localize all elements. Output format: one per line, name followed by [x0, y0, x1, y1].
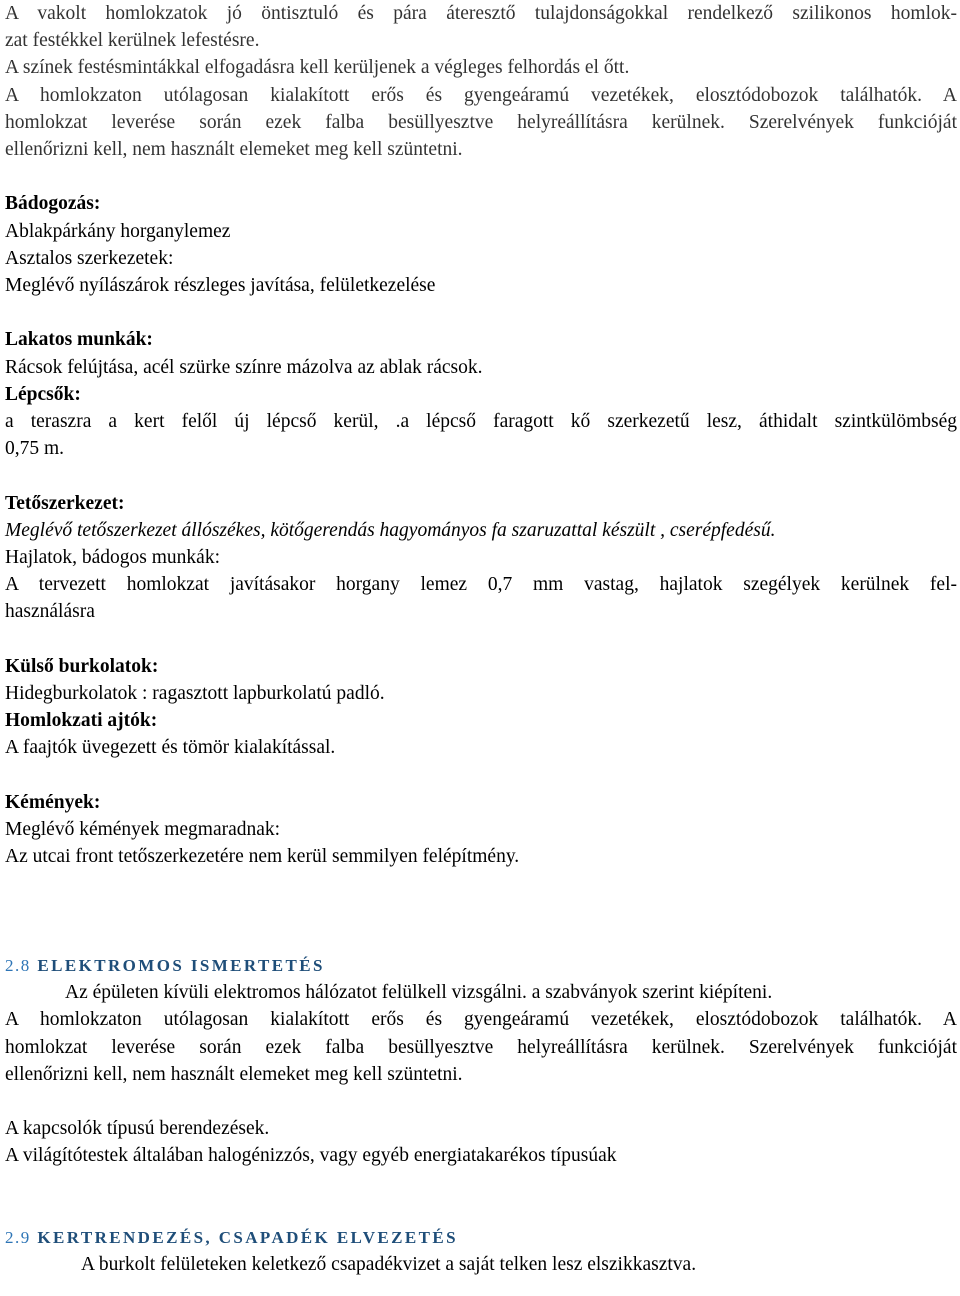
elektromos-line-1: Az épületen kívüli elektromos hálózatot felülkell vizsgálni. a szabványok szerint kiépíteni.	[65, 982, 773, 1004]
elektromos-line-4: ellenőrizni kell, nem használt elemeket meg kell szüntetni.	[5, 1063, 463, 1085]
lepcsok-line-1: a teraszra a kert felől új lépcső kerül, .a lépcső faragott kő szerkezetű lesz, áthidalt szintkülömbség	[5, 411, 957, 433]
spacer	[5, 163, 957, 190]
spacer	[5, 762, 957, 789]
elektromos-line-6: A világítótestek általában halogénizzós, vagy egyéb energiatakarékos típusúak	[5, 1145, 617, 1167]
section-number-2-8: 2.8	[5, 956, 31, 975]
spacer	[5, 1170, 957, 1224]
kemenyek-line-1: Meglévő kémények megmaradnak:	[5, 819, 281, 841]
intro-line-5: homlokzat leverése során ezek falba besüllyesztve helyreállításra kerülnek. Szerelvények funkcióját	[5, 111, 957, 133]
elektromos-paragraph	[5, 1006, 957, 1088]
lakatos-heading: Lakatos munkák:	[5, 329, 153, 351]
intro-line-4: A homlokzaton utólagosan kialakított erős és gyengeáramú vezetékek, elosztódobozok találhatók. A	[5, 84, 957, 106]
ajtok-heading: Homlokzati ajtók:	[5, 710, 158, 732]
intro-line-6: ellenőrizni kell, nem használt elemeket meg kell szüntetni.	[5, 139, 463, 161]
lepcsok-paragraph	[5, 408, 957, 462]
badogozas-heading: Bádogozás:	[5, 193, 101, 215]
section-title-2-9: KERTRENDEZÉS, CSAPADÉK ELVEZETÉS	[37, 1228, 458, 1247]
ajtok-text: A faajtók üvegezett és tömör kialakítással.	[5, 737, 336, 759]
asztalos-heading: Asztalos szerkezetek:	[5, 247, 174, 269]
hajlatok-line-2: használásra	[5, 601, 95, 623]
asztalos-text: Meglévő nyílászárok részleges javítása, felületkezelése	[5, 275, 436, 297]
hajlatok-heading: Hajlatok, bádogos munkák:	[5, 547, 221, 569]
intro-line-3: A színek festésmintákkal elfogadásra kell kerüljenek a végleges felhordás el őtt.	[5, 57, 630, 79]
spacer	[5, 870, 957, 924]
elektromos-line-2: A homlokzaton utólagosan kialakított erős és gyengeáramú vezetékek, elosztódobozok találhatók. A	[5, 1009, 957, 1031]
kulso-heading: Külső burkolatok:	[5, 655, 159, 677]
kemenyek-line-2: Az utcai front tetőszerkezetére nem kerül semmilyen felépítmény.	[5, 846, 520, 868]
spacer	[5, 299, 957, 326]
intro-paragraph	[5, 0, 957, 163]
lepcsok-line-2: 0,75 m.	[5, 438, 65, 460]
document-page	[5, 0, 957, 1278]
lepcsok-heading: Lépcsők:	[5, 383, 81, 405]
intro-line-2: zat festékkel kerülnek lefestésre.	[5, 30, 260, 52]
teto-text: Meglévő tetőszerkezet állószékes, kötőgerendás hagyományos fa szaruzattal készült , cserépfedésű.	[5, 519, 776, 541]
section-heading-2-8	[5, 952, 957, 979]
kemenyek-heading: Kémények:	[5, 791, 101, 813]
section-title-2-8: ELEKTROMOS ISMERTETÉS	[37, 956, 325, 975]
kert-line-1: A burkolt felületeken keletkező csapadékvizet a saját telken lesz elszikkasztva.	[81, 1254, 697, 1276]
lakatos-text: Rácsok felújtása, acél szürke színre mázolva az ablak rácsok.	[5, 356, 483, 378]
spacer	[5, 1088, 957, 1115]
section-heading-2-9	[5, 1224, 957, 1251]
spacer	[5, 626, 957, 653]
hajlatok-line-1: A tervezett homlokzat javításakor horgany lemez 0,7 mm vastag, hajlatok szegélyek kerülnek fel-	[5, 574, 957, 596]
intro-line-1: A vakolt homlokzatok jó öntisztuló és pára áteresztő tulajdonságokkal rendelkező szilikonos homlok-	[5, 3, 957, 24]
spacer	[5, 462, 957, 489]
kulso-text: Hidegburkolatok : ragasztott lapburkolatú padló.	[5, 683, 385, 705]
spacer	[5, 925, 957, 952]
elektromos-line-5: A kapcsolók típusú berendezések.	[5, 1118, 270, 1140]
badogozas-text: Ablakpárkány horganylemez	[5, 220, 231, 242]
section-number-2-9: 2.9	[5, 1228, 31, 1247]
hajlatok-paragraph	[5, 571, 957, 625]
teto-heading: Tetőszerkezet:	[5, 492, 125, 514]
elektromos-line-3: homlokzat leverése során ezek falba besüllyesztve helyreállításra kerülnek. Szerelvények funkcióját	[5, 1036, 957, 1058]
